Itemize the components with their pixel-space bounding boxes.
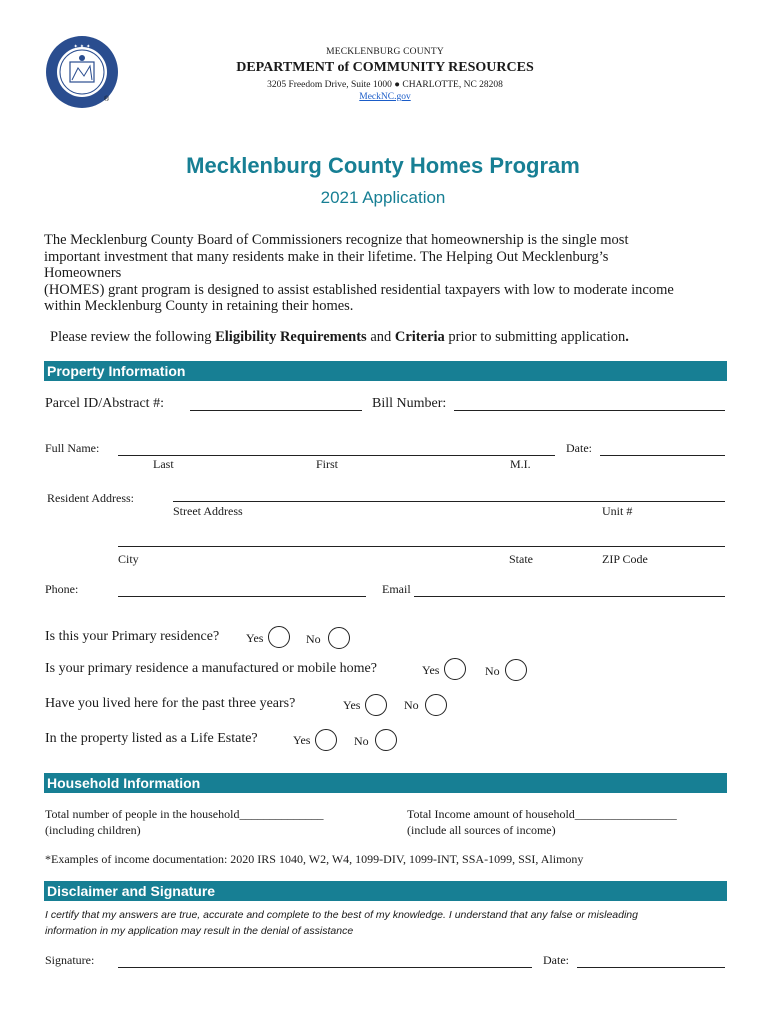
yes-label: Yes (246, 631, 264, 645)
zip-caption: ZIP Code (602, 552, 648, 566)
street-address-input[interactable] (173, 501, 725, 502)
street-caption: Street Address (173, 504, 243, 518)
phone-input[interactable] (118, 596, 366, 597)
intro-line: The Mecklenburg County Board of Commissioners recognize that homeownership is the single most (44, 232, 629, 248)
city-state-zip-input[interactable] (118, 546, 725, 547)
first-name-caption: First (316, 457, 339, 471)
page-subtitle: 2021 Application (320, 188, 446, 207)
intro-line: (HOMES) grant program is designed to assist established residential taxpayers with low to moderate income (44, 281, 674, 298)
intro-line: important investment that many residents make in their lifetime. The Helping Out Mecklenburg’s (44, 248, 609, 265)
income-examples: *Examples of income documentation: 2020 IRS 1040, W2, W4, 1099-DIV, 1099-INT, SSA-1099, SSI, Alimony (45, 852, 584, 866)
household-income-caption: (include all sources of income) (407, 823, 556, 837)
unit-caption: Unit # (602, 504, 633, 518)
no-label: No (404, 698, 419, 712)
full-name-label: Full Name: (45, 441, 100, 455)
disclaimer-line: I certify that my answers are true, accurate and complete to the best of my knowledge. I understand that any false or misleading (45, 909, 638, 921)
signature-date-input[interactable] (577, 967, 725, 968)
eligibility-requirements: Eligibility Requirements (215, 329, 367, 345)
property-section-header: Property Information (44, 361, 727, 381)
department-address: 3205 Freedom Drive, Suite 1000 ● CHARLOTTE, NC 28208 (267, 80, 503, 90)
middle-initial-caption: M.I. (510, 457, 531, 471)
intro-paragraph (44, 232, 744, 315)
question-three-years: Have you lived here for the past three years? (45, 696, 296, 711)
state-caption: State (509, 552, 533, 566)
question-life-estate: In the property listed as a Life Estate? (45, 731, 258, 746)
email-input[interactable] (414, 596, 725, 597)
household-income-field[interactable]: Total Income amount of household_________________ (407, 807, 677, 821)
criteria: Criteria (394, 329, 445, 345)
county-name: MECKLENBURG COUNTY (326, 47, 444, 57)
parcel-input[interactable] (190, 410, 362, 411)
full-name-input[interactable] (118, 455, 555, 456)
page-title: Mecklenburg County Homes Program (186, 153, 580, 178)
household-count-field[interactable]: Total number of people in the household______________ (45, 807, 324, 821)
bill-number-input[interactable] (454, 410, 725, 411)
city-caption: City (118, 552, 139, 566)
question-primary-residence: Is this your Primary residence? (45, 629, 220, 644)
bill-label: Bill Number: (372, 396, 447, 411)
signature-input[interactable] (118, 967, 532, 968)
manufactured-home-yes-radio[interactable] (444, 658, 466, 680)
manufactured-home-no-radio[interactable] (505, 659, 527, 681)
intro-line: within Mecklenburg County in retaining their homes. (44, 298, 354, 314)
email-label: Email (382, 582, 411, 596)
three-years-no-radio[interactable] (425, 694, 447, 716)
no-label: No (485, 664, 500, 678)
question-manufactured-home: Is your primary residence a manufactured or mobile home? (45, 661, 377, 676)
life-estate-yes-radio[interactable] (315, 729, 337, 751)
primary-residence-yes-radio[interactable] (268, 626, 290, 648)
disclaimer-section-header: Disclaimer and Signature (44, 881, 727, 901)
household-section-header: Household Information (44, 773, 727, 793)
date-label: Date: (566, 441, 592, 455)
intro-line: Homeowners (44, 265, 122, 281)
life-estate-no-radio[interactable] (375, 729, 397, 751)
last-name-caption: Last (153, 457, 174, 471)
household-count-caption: (including children) (45, 823, 141, 837)
signature-label: Signature: (45, 953, 95, 967)
yes-label: Yes (293, 733, 311, 747)
disclaimer-line: information in my application may result in the denial of assistance (45, 925, 354, 937)
no-label: No (354, 734, 369, 748)
phone-label: Phone: (45, 582, 79, 596)
department-name: DEPARTMENT of COMMUNITY RESOURCES (236, 60, 534, 75)
no-label: No (306, 632, 321, 646)
svg-text:✦ ✦ ✦: ✦ ✦ ✦ (73, 44, 91, 50)
review-instruction: Please review the following Eligibility Requirements and Criteria prior to submitting application. (50, 329, 629, 345)
registered-mark: ® (104, 96, 110, 103)
address-label: Resident Address: (47, 491, 134, 505)
date-input[interactable] (600, 455, 725, 456)
primary-residence-no-radio[interactable] (328, 627, 350, 649)
yes-label: Yes (343, 698, 361, 712)
yes-label: Yes (422, 663, 440, 677)
website-link[interactable]: MeckNC.gov (359, 92, 411, 102)
three-years-yes-radio[interactable] (365, 694, 387, 716)
signature-date-label: Date: (543, 953, 569, 967)
parcel-label: Parcel ID/Abstract #: (45, 396, 164, 411)
